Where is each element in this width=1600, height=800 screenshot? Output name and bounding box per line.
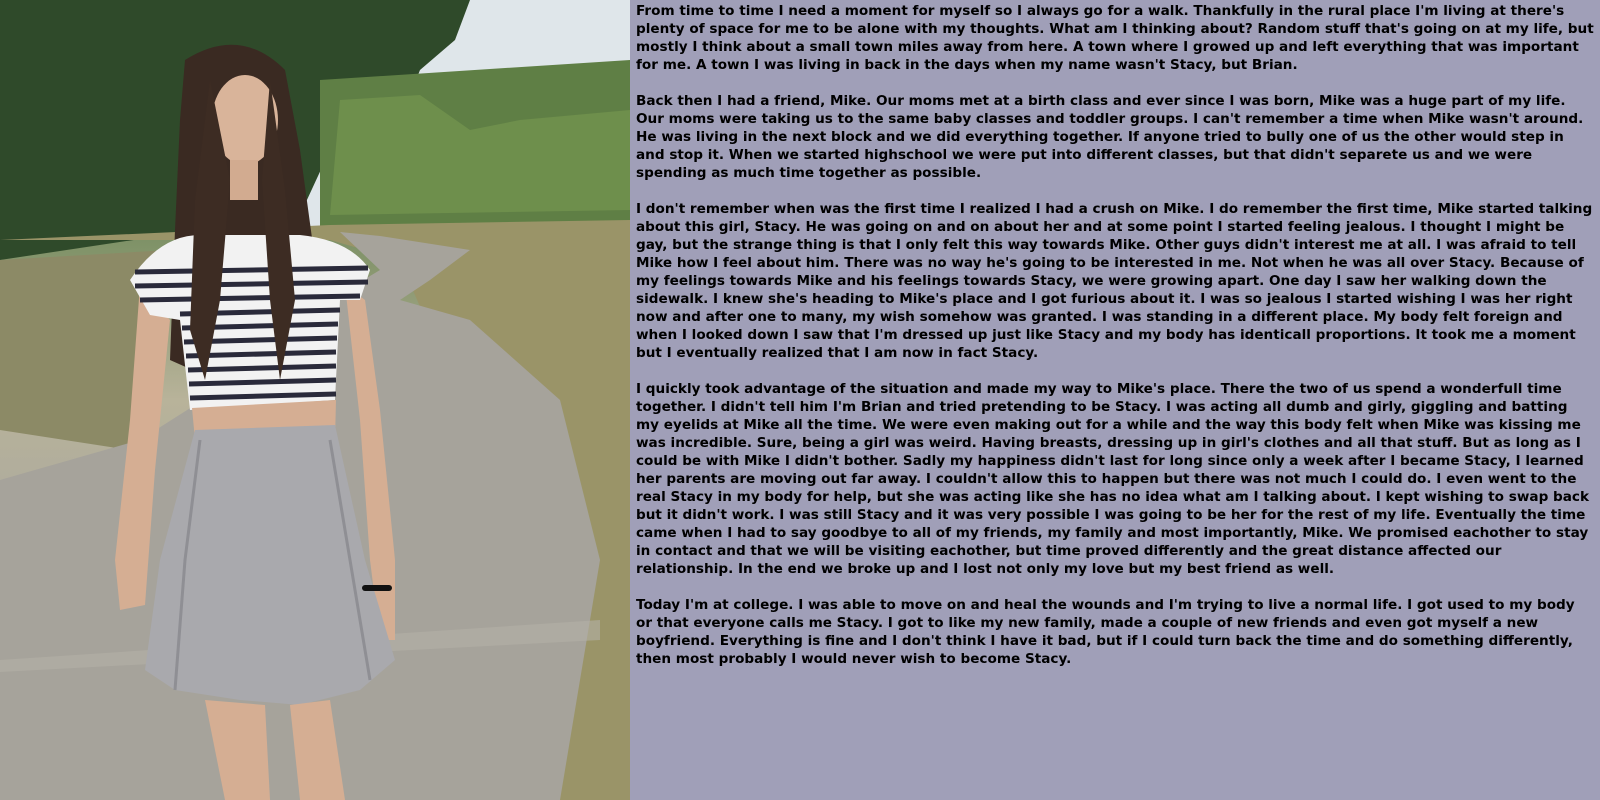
story-paragraph-3: I don't remember when was the first time I realized I had a crush on Mike. I do remember the first time, Mike started talking about this girl, Stacy. He was going on and on about her and at some point I started feeling jealous. I thought I might be gay, but the strange thing is that I only felt this way towards Mike. Other guys didn't interest me at all. I was afraid to tell Mike how I feel about him. There was no way he's going to be interested in me. Not when he was all over Stacy. Because of my feelings towards Mike and his feelings towards Stacy, we were growing apart. One day I saw her walking down the sidewalk. I knew she's heading to Mike's place and I got furious about it. I was so jealous I started wishing I was her right now and after one to many, my wish somehow was granted. I was standing in a different place. My body felt foreign and when I looked down I saw that I'm dressed up just like Stacy and my body has identicall proportions. It took me a moment but I eventually realized that I am now in fact Stacy.	[636, 201, 1593, 361]
photo	[0, 0, 630, 800]
story-paragraph-4: I quickly took advantage of the situation and made my way to Mike's place. There the two of us spend a wonderfull time together. I didn't tell him I'm Brian and tried pretending to be Stacy. I was acting all dumb and girly, giggling and batting my eyelids at Mike all the time. We were even making out for a while and the way this body felt when Mike was kissing me was incredible. Sure, being a girl was weird. Having breasts, dressing up in girl's clothes and all that stuff. But as long as I could be with Mike I didn't bother. Sadly my happiness didn't last for long since only a week after I became Stacy, I learned her parents are moving out far away. I couldn't allow this to happen but there was not much I could do. I even went to the real Stacy in my body for help, but she was acting like she has no idea what am I talking about. I kept wishing to swap back but it didn't work. I was still Stacy and it was very possible I was going to be her for the rest of my life. Eventually the time came when I had to say goodbye to all of my friends, my family and most importantly, Mike. We promised eachother to stay in contact and that we will be visiting eachother, but time proved differently and the great distance affected our relationship. In the end we broke up and I lost not only my love but my best friend as well.	[636, 381, 1590, 577]
story-text	[636, 2, 1594, 686]
story-paragraph-5: Today I'm at college. I was able to move on and heal the wounds and I'm trying to live a normal life. I got used to my body or that everyone calls me Stacy. I got to like my new family, made a couple of new friends and even got myself a new boyfriend. Everything is fine and I don't think I have it bad, but if I could turn back the time and do something differently, then most probably I would never wish to become Stacy.	[636, 597, 1575, 667]
story-paragraph-2: Back then I had a friend, Mike. Our moms met at a birth class and ever since I was born, Mike was a huge part of my life. Our moms were taking us to the same baby classes and toddler groups. I can't remember a time when Mike wasn't around. He was living in the next block and we did everything together. If anyone tried to bully one of us the other would step in and stop it. When we started highschool we were put into different classes, but that didn't separete us and we were spending as much time together as possible.	[636, 93, 1584, 181]
story-panel	[630, 0, 1600, 800]
story-paragraph-1: From time to time I need a moment for myself so I always go for a walk. Thankfully in the rural place I'm living at there's plenty of space for me to be alone with my thoughts. What am I thinking about? Random stuff that's going on at my life, but mostly I think about a small town miles away from here. A town where I growed up and left everything that was important for me. A town I was living in back in the days when my name wasn't Stacy, but Brian.	[636, 3, 1594, 73]
photo-illustration	[0, 0, 630, 800]
